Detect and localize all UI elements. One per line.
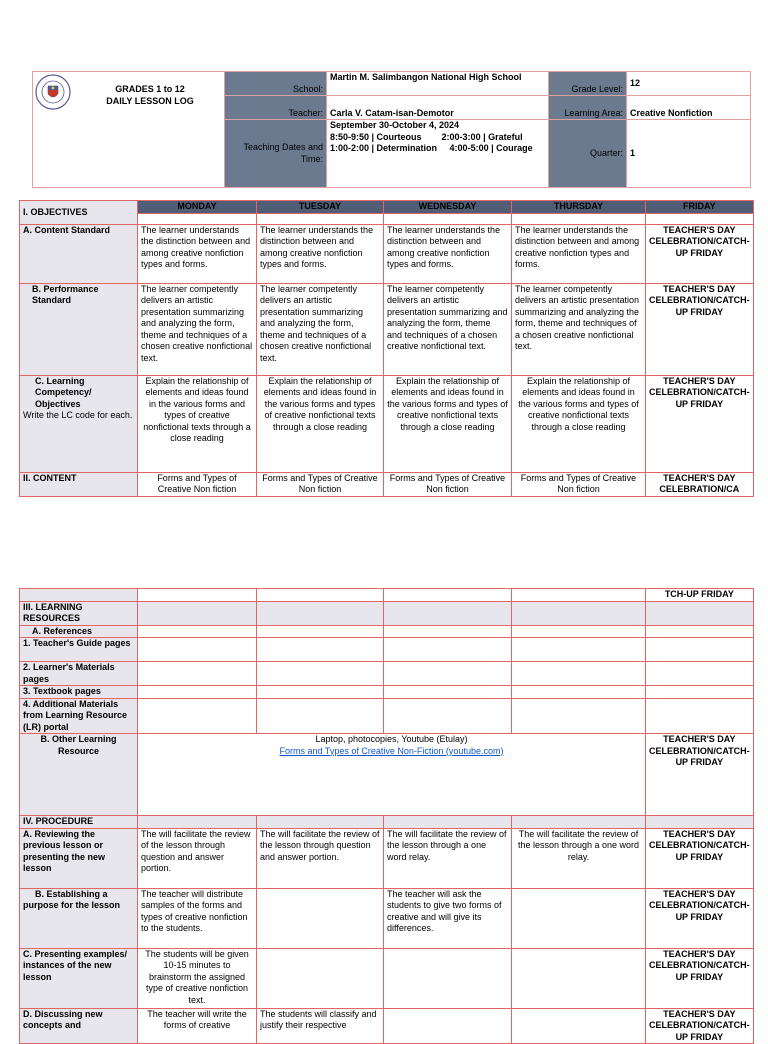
- day-header-monday: MONDAY: [138, 201, 257, 214]
- teacher-label: Teacher:: [225, 96, 327, 120]
- quarter-value: 1: [627, 120, 751, 188]
- teaching-dates-value: [327, 120, 549, 188]
- learning-resources-label: III. LEARNING RESOURCES: [20, 601, 138, 625]
- learning-competency-tuesday: Explain the relationship of elements and ideas found in the various forms and types of creative nonfictional texts through a close reading: [257, 375, 384, 472]
- establishing-purpose-cell: [20, 888, 138, 948]
- dates-line-3: 1:00-2:00 | Determination 4:00-5:00 | Courage: [330, 143, 533, 153]
- presenting-examples-friday: TEACHER'S DAY CELEBRATION/CATCH-UP FRIDAY: [646, 948, 754, 1008]
- reviewing-lesson-label: A. Reviewing the previous lesson or presenting the new lesson: [20, 828, 138, 888]
- performance-standard-wednesday: The learner competently delivers an artistic presentation summarizing and analyzing the form, theme and techniques of a chosen creative nonfictional text.: [384, 283, 512, 375]
- presenting-examples-monday: The students will be given 10-15 minutes to brainstorm the assigned type of creative nonfiction text.: [138, 948, 257, 1008]
- reviewing-lesson-monday: The will facilitate the review of the lesson through question and answer portion.: [138, 828, 257, 888]
- reviewing-lesson-friday: TEACHER'S DAY CELEBRATION/CATCH-UP FRIDAY: [646, 828, 754, 888]
- school-value: Martin M. Salimbangon National High School: [327, 72, 549, 96]
- content-standard-wednesday: The learner understands the distinction between and among creative nonfiction types and forms.: [384, 224, 512, 283]
- learning-competency-thursday: Explain the relationship of elements and ideas found in the various forms and types of creative nonfictional texts through a close reading: [512, 375, 646, 472]
- objectives-block: [19, 200, 754, 497]
- content-standard-monday: The learner understands the distinction between and among creative nonfiction types and forms.: [138, 224, 257, 283]
- content-wednesday: Forms and Types of Creative Non fiction: [384, 472, 512, 496]
- other-resource-value: [138, 734, 646, 816]
- school-label: School:: [225, 72, 327, 96]
- procedure-label: IV. PROCEDURE: [20, 816, 138, 829]
- quarter-label: Quarter:: [549, 120, 627, 188]
- establishing-purpose-monday: The teacher will distribute samples of the forms and types of creative nonfiction to the students.: [138, 888, 257, 948]
- establishing-purpose-label: B. Establishing a purpose for the lesson: [23, 888, 121, 910]
- learning-competency-monday: Explain the relationship of elements and ideas found in the various forms and types of creative nonfictional texts through a close reading: [138, 375, 257, 472]
- learning-competency-label: C. Learning Competency/ Objectives: [35, 375, 92, 409]
- learning-competency-friday: TEACHER'S DAY CELEBRATION/CATCH-UP FRIDAY: [646, 375, 754, 472]
- dates-line-1: September 30-October 4, 2024: [330, 120, 460, 130]
- lesson-table-page2: [19, 588, 754, 1044]
- learning-area-label: Learning Area:: [549, 96, 627, 120]
- content-friday-continued: TCH-UP FRIDAY: [646, 589, 754, 602]
- discussing-concepts-monday: The teacher will write the forms of creative: [138, 1008, 257, 1044]
- other-resource-text: Laptop, photocopies, Youtube (Etulay): [315, 734, 468, 744]
- teachers-guide-label: 1. Teacher's Guide pages: [20, 638, 138, 662]
- day-header-thursday: THURSDAY: [512, 201, 646, 214]
- reviewing-lesson-thursday: The will facilitate the review of the lesson through a one word relay.: [512, 828, 646, 888]
- lesson-table-page1: [19, 200, 754, 497]
- textbook-pages-label: 3. Textbook pages: [20, 686, 138, 699]
- learning-competency-cell: [20, 375, 138, 472]
- presenting-examples-label: C. Presenting examples/ instances of the new lesson: [20, 948, 138, 1008]
- deped-seal-icon: [35, 74, 71, 110]
- content-label: II. CONTENT: [20, 472, 138, 496]
- other-resource-label: B. Other Learning Resource: [20, 734, 138, 816]
- header-table: [32, 71, 751, 188]
- procedure-block: [19, 588, 754, 1044]
- additional-materials-label: 4. Additional Materials from Learning Resource (LR) portal: [20, 698, 138, 734]
- performance-standard-monday: The learner competently delivers an artistic presentation summarizing and analyzing the form, theme and techniques of a chosen creative nonfictional text.: [138, 283, 257, 375]
- header-title-cell: [33, 72, 225, 188]
- discussing-concepts-label: D. Discussing new concepts and: [20, 1008, 138, 1044]
- content-monday: Forms and Types of Creative Non fiction: [138, 472, 257, 496]
- dates-line-2: 8:50-9:50 | Courteous 2:00-3:00 | Grateful: [330, 131, 523, 142]
- performance-standard-tuesday: The learner competently delivers an artistic presentation summarizing and analyzing the form, theme and techniques of a chosen creative nonfictional text.: [257, 283, 384, 375]
- performance-standard-thursday: The learner competently delivers an artistic presentation summarizing and analyzing the form, theme and techniques of a chosen creative nonfictional text.: [512, 283, 646, 375]
- content-friday: TEACHER'S DAY CELEBRATION/CA: [646, 472, 754, 496]
- establishing-purpose-friday: TEACHER'S DAY CELEBRATION/CATCH-UP FRIDAY: [646, 888, 754, 948]
- header-title-line2: DAILY LESSON LOG: [106, 95, 194, 106]
- discussing-concepts-friday: TEACHER'S DAY CELEBRATION/CATCH-UP FRIDAY: [646, 1008, 754, 1044]
- day-header-tuesday: TUESDAY: [257, 201, 384, 214]
- learners-materials-label: 2. Learner's Materials pages: [20, 662, 138, 686]
- youtube-video-link[interactable]: Forms and Types of Creative Non-Fiction (youtube.com): [279, 745, 504, 756]
- teaching-dates-label: Teaching Dates and Time:: [225, 120, 327, 188]
- objectives-section-label: I. OBJECTIVES: [20, 201, 138, 225]
- learning-area-value: Creative Nonfiction: [627, 96, 751, 120]
- other-resource-friday: TEACHER'S DAY CELEBRATION/CATCH-UP FRIDAY: [646, 734, 754, 816]
- reviewing-lesson-wednesday: The will facilitate the review of the lesson through a one word relay.: [384, 828, 512, 888]
- reviewing-lesson-tuesday: The will facilitate the review of the lesson through question and answer portion.: [257, 828, 384, 888]
- content-standard-tuesday: The learner understands the distinction between and among creative nonfiction types and forms.: [257, 224, 384, 283]
- references-label: A. References: [20, 625, 138, 638]
- content-thursday: Forms and Types of Creative Non fiction: [512, 472, 646, 496]
- grade-level-value: 12: [627, 72, 751, 96]
- content-tuesday: Forms and Types of Creative Non fiction: [257, 472, 384, 496]
- learning-competency-note: Write the LC code for each.: [23, 410, 133, 420]
- day-header-wednesday: WEDNESDAY: [384, 201, 512, 214]
- content-standard-label: A. Content Standard: [20, 224, 138, 283]
- performance-standard-friday: TEACHER'S DAY CELEBRATION/CATCH-UP FRIDAY: [646, 283, 754, 375]
- content-standard-thursday: The learner understands the distinction between and among creative nonfiction types and forms.: [512, 224, 646, 283]
- header-block: [32, 71, 751, 188]
- header-title-line1: GRADES 1 to 12: [115, 84, 185, 94]
- teacher-value: Carla V. Catam-isan-Demotor: [327, 96, 549, 120]
- learning-competency-wednesday: Explain the relationship of elements and ideas found in the various forms and types of creative nonfictional texts through a close reading: [384, 375, 512, 472]
- establishing-purpose-wednesday: The teacher will ask the students to give two forms of creative and will give its differences.: [384, 888, 512, 948]
- content-standard-friday: TEACHER'S DAY CELEBRATION/CATCH-UP FRIDAY: [646, 224, 754, 283]
- discussing-concepts-tuesday: The students will classify and justify their respective: [257, 1008, 384, 1044]
- performance-standard-label: B. Performance Standard: [20, 283, 138, 375]
- grade-level-label: Grade Level:: [549, 72, 627, 96]
- day-header-friday: FRIDAY: [646, 201, 754, 214]
